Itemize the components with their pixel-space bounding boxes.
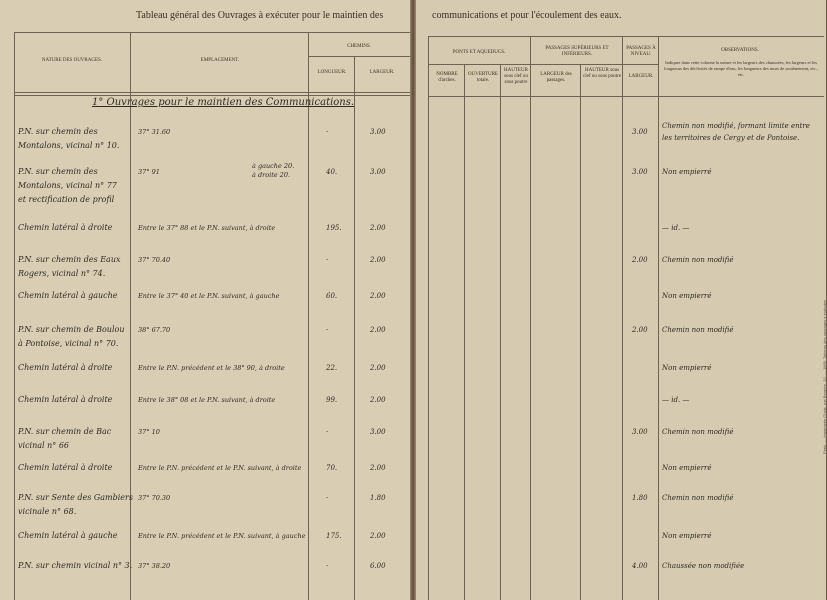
row-longueur: 22. xyxy=(326,364,338,372)
col-emplacement: EMPLACEMENT. xyxy=(200,58,240,63)
row-longueur: · xyxy=(326,128,329,136)
row-largeur: 2.00 xyxy=(370,256,386,264)
row-nature-text: Montalons, vicinal n° 77 xyxy=(18,181,117,190)
row-observation: Non empierré xyxy=(662,464,712,472)
col-chemins: CHEMINS. xyxy=(347,44,371,49)
row-emplacement: 37° 91 xyxy=(138,168,160,176)
section-title: 1° Ouvrages pour le maintien des Communications. xyxy=(92,97,355,108)
row-niveau: 3.00 xyxy=(632,428,648,436)
row-longueur: · xyxy=(326,494,329,502)
row-observation: Non empierré xyxy=(662,292,712,300)
row-niveau: 3.00 xyxy=(632,128,648,136)
col-nature: NATURE DES OUVRAGES. xyxy=(41,58,103,63)
right-page xyxy=(414,0,826,600)
row-nature-text: et rectification de profil xyxy=(18,195,115,204)
row-emplacement: Entre le 37° 40 et le P.N. suivant, à gauche xyxy=(138,292,280,300)
row-side-note: à gauche 20. xyxy=(252,162,295,170)
row-nature-text: Chemin latéral à gauche xyxy=(18,531,118,540)
row-emplacement: Entre le P.N. précédent et le 38° 90, à droite xyxy=(138,364,285,372)
row-nature-text: Chemin latéral à gauche xyxy=(18,291,118,300)
row-largeur: 1.80 xyxy=(370,494,386,502)
row-nature-text: P.N. sur chemin des xyxy=(18,167,98,176)
row-largeur: 2.00 xyxy=(370,292,386,300)
row-nature-text: Montalons, vicinal n° 10. xyxy=(18,141,120,150)
row-nature-text: P.N. sur chemin de Boulou xyxy=(18,325,125,334)
row-emplacement: Entre le 38° 08 et le P.N. suivant, à droite xyxy=(138,396,276,404)
row-observation: — id. — xyxy=(662,396,690,404)
row-largeur: 3.00 xyxy=(370,128,386,136)
col-largeur: LARGEUR. xyxy=(369,70,395,75)
row-largeur: 2.00 xyxy=(370,326,386,334)
row-nature-text: Chemin latéral à droite xyxy=(18,223,113,232)
row-nature-text: vicinal n° 66 xyxy=(18,441,70,450)
row-observation: Chaussée non modifiée xyxy=(662,562,745,570)
row-observation: Non empierré xyxy=(662,168,712,176)
row-niveau: 1.80 xyxy=(632,494,648,502)
left-page-title: Tableau général des Ouvrages à exécuter pour le maintien des xyxy=(136,10,384,21)
col-hauteur-passages: HAUTEUR sous clef ou sous poutre xyxy=(583,68,621,79)
row-emplacement: 37° 38.20 xyxy=(138,562,171,570)
row-nature-text: P.N. sur chemin des xyxy=(18,127,98,136)
book-spine xyxy=(410,0,416,600)
row-observation: Non empierré xyxy=(662,364,712,372)
col-ouverture: OUVERTURE totale. xyxy=(468,72,498,83)
row-emplacement: Entre le P.N. précédent et le P.N. suivant, à droite xyxy=(138,464,302,472)
row-nature-text: Chemin latéral à droite xyxy=(18,463,113,472)
row-nature-text: P.N. sur chemin de Bac xyxy=(18,427,112,436)
row-nature-text: P.N. sur chemin des Eaux xyxy=(18,255,121,264)
col-nombre: NOMBRE d'arches. xyxy=(436,72,458,83)
row-nature-text: Chemin latéral à droite xyxy=(18,363,113,372)
row-emplacement: Entre le P.N. précédent et le P.N. suivant, à gauche xyxy=(138,532,306,540)
row-largeur: 3.00 xyxy=(370,168,386,176)
row-observation: — id. — xyxy=(662,224,690,232)
col-niveau: PASSAGES À NIVEAU. xyxy=(626,46,656,57)
row-largeur: 2.00 xyxy=(370,532,386,540)
row-nature-text: vicinale n° 68. xyxy=(18,507,77,516)
row-longueur: 195. xyxy=(326,224,342,232)
row-longueur: 175. xyxy=(326,532,342,540)
row-observation: Chemin non modifié xyxy=(662,326,734,334)
row-emplacement: 37° 10 xyxy=(138,428,160,436)
col-longueur: LONGUEUR. xyxy=(317,70,347,75)
row-largeur: 3.00 xyxy=(370,428,386,436)
row-longueur: · xyxy=(326,326,329,334)
row-longueur: · xyxy=(326,428,329,436)
col-largeur-niveau: LARGEUR. xyxy=(628,74,654,79)
col-ponts: PONTS ET AQUEDUCS. xyxy=(452,50,506,55)
row-emplacement: 37° 70.40 xyxy=(138,256,171,264)
row-emplacement: 37° 31.60 xyxy=(138,128,171,136)
row-largeur: 2.00 xyxy=(370,364,386,372)
row-longueur: · xyxy=(326,562,329,570)
row-observation: Non empierré xyxy=(662,532,712,540)
row-nature-text: P.N. sur Sente des Gambiers xyxy=(18,493,133,502)
row-longueur: · xyxy=(326,256,329,264)
row-observation: les territoires de Cergy et de Pontoise. xyxy=(662,134,800,142)
row-side-note: à droite 20. xyxy=(252,171,291,179)
row-emplacement: 38° 67.70 xyxy=(138,326,171,334)
row-largeur: 2.00 xyxy=(370,464,386,472)
row-nature-text: Chemin latéral à droite xyxy=(18,395,113,404)
row-nature-text: à Pontoise, vicinal n° 70. xyxy=(18,339,119,348)
row-nature-text: P.N. sur chemin vicinal n° 3. xyxy=(18,561,133,570)
row-observation: Chemin non modifié xyxy=(662,494,734,502)
row-niveau: 4.00 xyxy=(632,562,648,570)
row-longueur: 60. xyxy=(326,292,338,300)
row-emplacement: 37° 70.30 xyxy=(138,494,171,502)
col-passages: PASSAGES SUPÉRIEURS ET INFÉRIEURS. xyxy=(545,46,609,57)
row-observation: Chemin non modifié xyxy=(662,428,734,436)
row-observation: Chemin non modifié, formant limite entre xyxy=(662,122,810,130)
row-largeur: 2.00 xyxy=(370,224,386,232)
row-largeur: 6.00 xyxy=(370,562,386,570)
row-emplacement: Entre le 37° 88 et le P.N. suivant, à droite xyxy=(138,224,276,232)
row-longueur: 70. xyxy=(326,464,338,472)
row-niveau: 2.00 xyxy=(632,256,648,264)
row-niveau: 2.00 xyxy=(632,326,648,334)
col-observations: OBSERVATIONS. xyxy=(721,48,759,53)
row-observation: Chemin non modifié xyxy=(662,256,734,264)
right-page-title: communications et pour l'écoulement des eaux. xyxy=(432,10,622,21)
col-hauteur-clef: HAUTEUR sous clef ou sous poutre xyxy=(504,68,528,85)
row-niveau: 3.00 xyxy=(632,168,648,176)
printer-side-note: Paris. — Imprimerie Chaix, rue Bergère, 20. — 1868. Tableau des ouvrages à exécuter xyxy=(822,300,827,455)
row-longueur: 99. xyxy=(326,396,338,404)
row-nature-text: Rogers, vicinal n° 74. xyxy=(18,269,106,278)
col-largeur-passages: LARGEUR des passages. xyxy=(540,72,572,83)
observations-instructions: Indiquer dans cette colonne la nature et les largeurs des chaussées, les largeurs et les longueurs des déclivités de rampe d'eau, les longueurs des murs de soutènement, etc., etc. xyxy=(664,60,818,77)
row-largeur: 2.00 xyxy=(370,396,386,404)
row-longueur: 40. xyxy=(326,168,338,176)
